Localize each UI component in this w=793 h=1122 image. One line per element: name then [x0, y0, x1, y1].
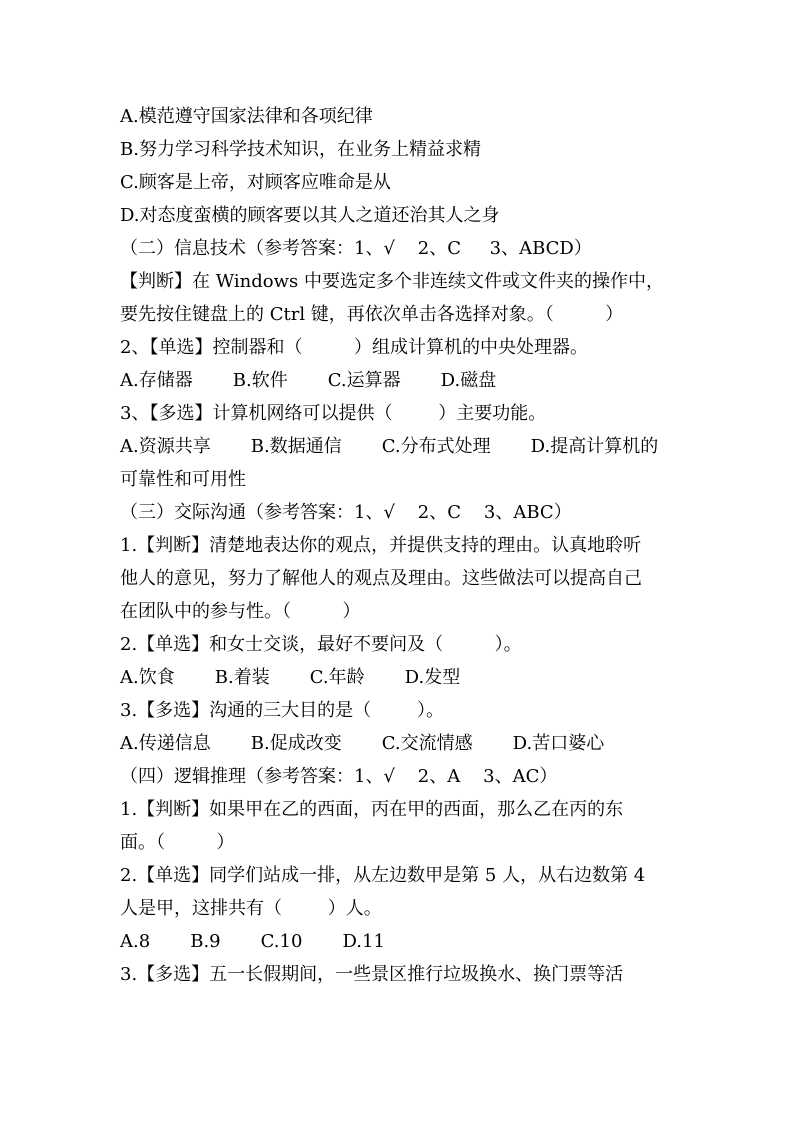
question-text-line: 【判断】在 Windows 中要选定多个非连续文件或文件夹的操作中， — [120, 271, 664, 292]
question-text-line: 他人的意见，努力了解他人的观点及理由。这些做法可以提高自己 — [120, 568, 642, 589]
question-text-line: 面。（ ） — [120, 832, 235, 853]
question-text-line: 1.【判断】清楚地表达你的观点，并提供支持的理由。认真地聆听 — [120, 535, 642, 556]
question-text-line: 2.【单选】和女士交谈，最好不要问及（ ）。 — [120, 634, 522, 655]
question-text-line: 3.【多选】沟通的三大目的是（ ）。 — [120, 700, 444, 721]
options-continuation-line: 可靠性和可用性 — [120, 469, 246, 490]
option-c-line: C.顾客是上帝，对顾客应唯命是从 — [120, 172, 391, 193]
option-a-line: A.模范遵守国家法律和各项纪律 — [120, 106, 373, 127]
options-line: A.传递信息 B.促成改变 C.交流情感 D.苦口婆心 — [120, 733, 605, 754]
question-text-line: 人是甲，这排共有（ ）人。 — [120, 898, 382, 919]
question-text-line: 1.【判断】如果甲在乙的西面，丙在甲的西面，那么乙在丙的东 — [120, 799, 624, 820]
options-line: A.饮食 B.着装 C.年龄 D.发型 — [120, 667, 461, 688]
options-line: A.资源共享 B.数据通信 C.分布式处理 D.提高计算机的 — [120, 436, 659, 457]
options-line: A.存储器 B.软件 C.运算器 D.磁盘 — [120, 370, 497, 391]
option-d-line: D.对态度蛮横的顾客要以其人之道还治其人之身 — [120, 205, 500, 226]
question-text-line: 3.【多选】五一长假期间，一些景区推行垃圾换水、换门票等活 — [120, 964, 624, 985]
section-heading-it: （二）信息技术（参考答案：1、√ 2、C 3、ABCD） — [120, 238, 592, 259]
question-text-line: 要先按住键盘上的 Ctrl 键，再依次单击各选择对象。（ ） — [120, 304, 624, 325]
option-b-line: B.努力学习科学技术知识，在业务上精益求精 — [120, 139, 481, 160]
question-text-line: 在团队中的参与性。（ ） — [120, 601, 361, 622]
question-text-line: 3、【多选】计算机网络可以提供（ ）主要功能。 — [120, 403, 547, 424]
question-text-line: 2、【单选】控制器和（ ）组成计算机的中央处理器。 — [120, 337, 588, 358]
options-line: A.8 B.9 C.10 D.11 — [120, 931, 385, 952]
section-heading-logic: （四）逻辑推理（参考答案：1、√ 2、A 3、AC） — [120, 766, 558, 787]
question-text-line: 2.【单选】同学们站成一排，从左边数甲是第 5 人，从右边数第 4 — [120, 865, 646, 886]
section-heading-communication: （三）交际沟通（参考答案：1、√ 2、C 3、ABC） — [120, 502, 572, 523]
